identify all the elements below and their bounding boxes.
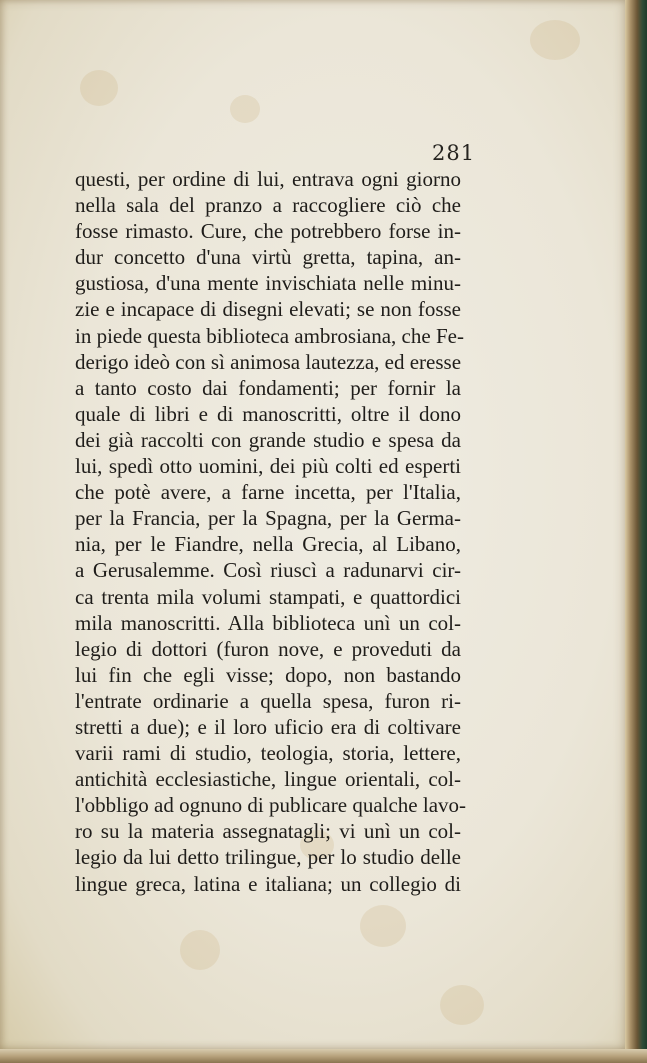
foxing-stain xyxy=(180,930,220,970)
book-bottom-edge xyxy=(0,1049,647,1063)
text-line: dur concetto d'una virtù gretta, tapina, an- xyxy=(75,245,461,270)
text-line: antichità ecclesiastiche, lingue orientali, col- xyxy=(75,767,461,792)
text-line: l'entrate ordinarie a quella spesa, furon ri- xyxy=(75,688,461,713)
text-line: che potè avere, a farne incetta, per l'Italia, xyxy=(75,480,461,505)
text-line: nella sala del pranzo a raccogliere ciò che xyxy=(75,193,461,218)
text-line: quale di libri e di manoscritti, oltre il dono xyxy=(75,401,461,426)
text-line: zie e incapace di disegni elevati; se non fosse xyxy=(75,297,461,322)
text-line: fosse rimasto. Cure, che potrebbero forse in- xyxy=(75,219,461,244)
text-line: per la Francia, per la Spagna, per la Germa- xyxy=(75,506,461,531)
foxing-stain xyxy=(440,985,484,1025)
text-line: varii rami di studio, teologia, storia, lettere, xyxy=(75,741,461,766)
text-line: dei già raccolti con grande studio e spesa da xyxy=(75,427,461,452)
text-line: ca trenta mila volumi stampati, e quattordici xyxy=(75,584,461,609)
foxing-stain xyxy=(80,70,118,106)
text-line: mila manoscritti. Alla biblioteca unì un col- xyxy=(75,610,461,635)
book-spine-edge xyxy=(625,0,647,1063)
foxing-stain xyxy=(230,95,260,123)
text-line: lui fin che egli visse; dopo, non bastando xyxy=(75,662,461,687)
text-line: ro su la materia assegnatagli; vi unì un col- xyxy=(75,819,461,844)
foxing-stain xyxy=(360,905,406,947)
text-line: questi, per ordine di lui, entrava ogni giorno xyxy=(75,167,461,191)
text-line: nia, per le Fiandre, nella Grecia, al Libano, xyxy=(75,532,461,557)
text-line: gustiosa, d'una mente invischiata nelle minu- xyxy=(75,271,461,296)
text-line: a tanto costo dai fondamenti; per fornir la xyxy=(75,375,461,400)
text-line: l'obbligo ad ognuno di publicare qualche lavo- xyxy=(75,793,467,818)
text-line: legio da lui detto trilingue, per lo studio delle xyxy=(75,845,461,870)
text-line: legio di dottori (furon nove, e proveduti da xyxy=(75,636,461,661)
body-text xyxy=(75,166,467,897)
text-line: lui, spedì otto uomini, dei più colti ed esperti xyxy=(75,454,461,479)
text-line: stretti a due); e il loro uficio era di coltivare xyxy=(75,714,461,739)
foxing-stain xyxy=(530,20,580,60)
text-line: a Gerusalemme. Così riuscì a radunarvi cir- xyxy=(75,558,461,583)
text-line: in piede questa biblioteca ambrosiana, che Fe- xyxy=(75,323,464,348)
page-number: 281 xyxy=(432,141,476,165)
text-line: derigo ideò con sì animosa lautezza, ed eresse xyxy=(75,349,462,374)
text-line: lingue greca, latina e italiana; un collegio di xyxy=(75,871,461,896)
